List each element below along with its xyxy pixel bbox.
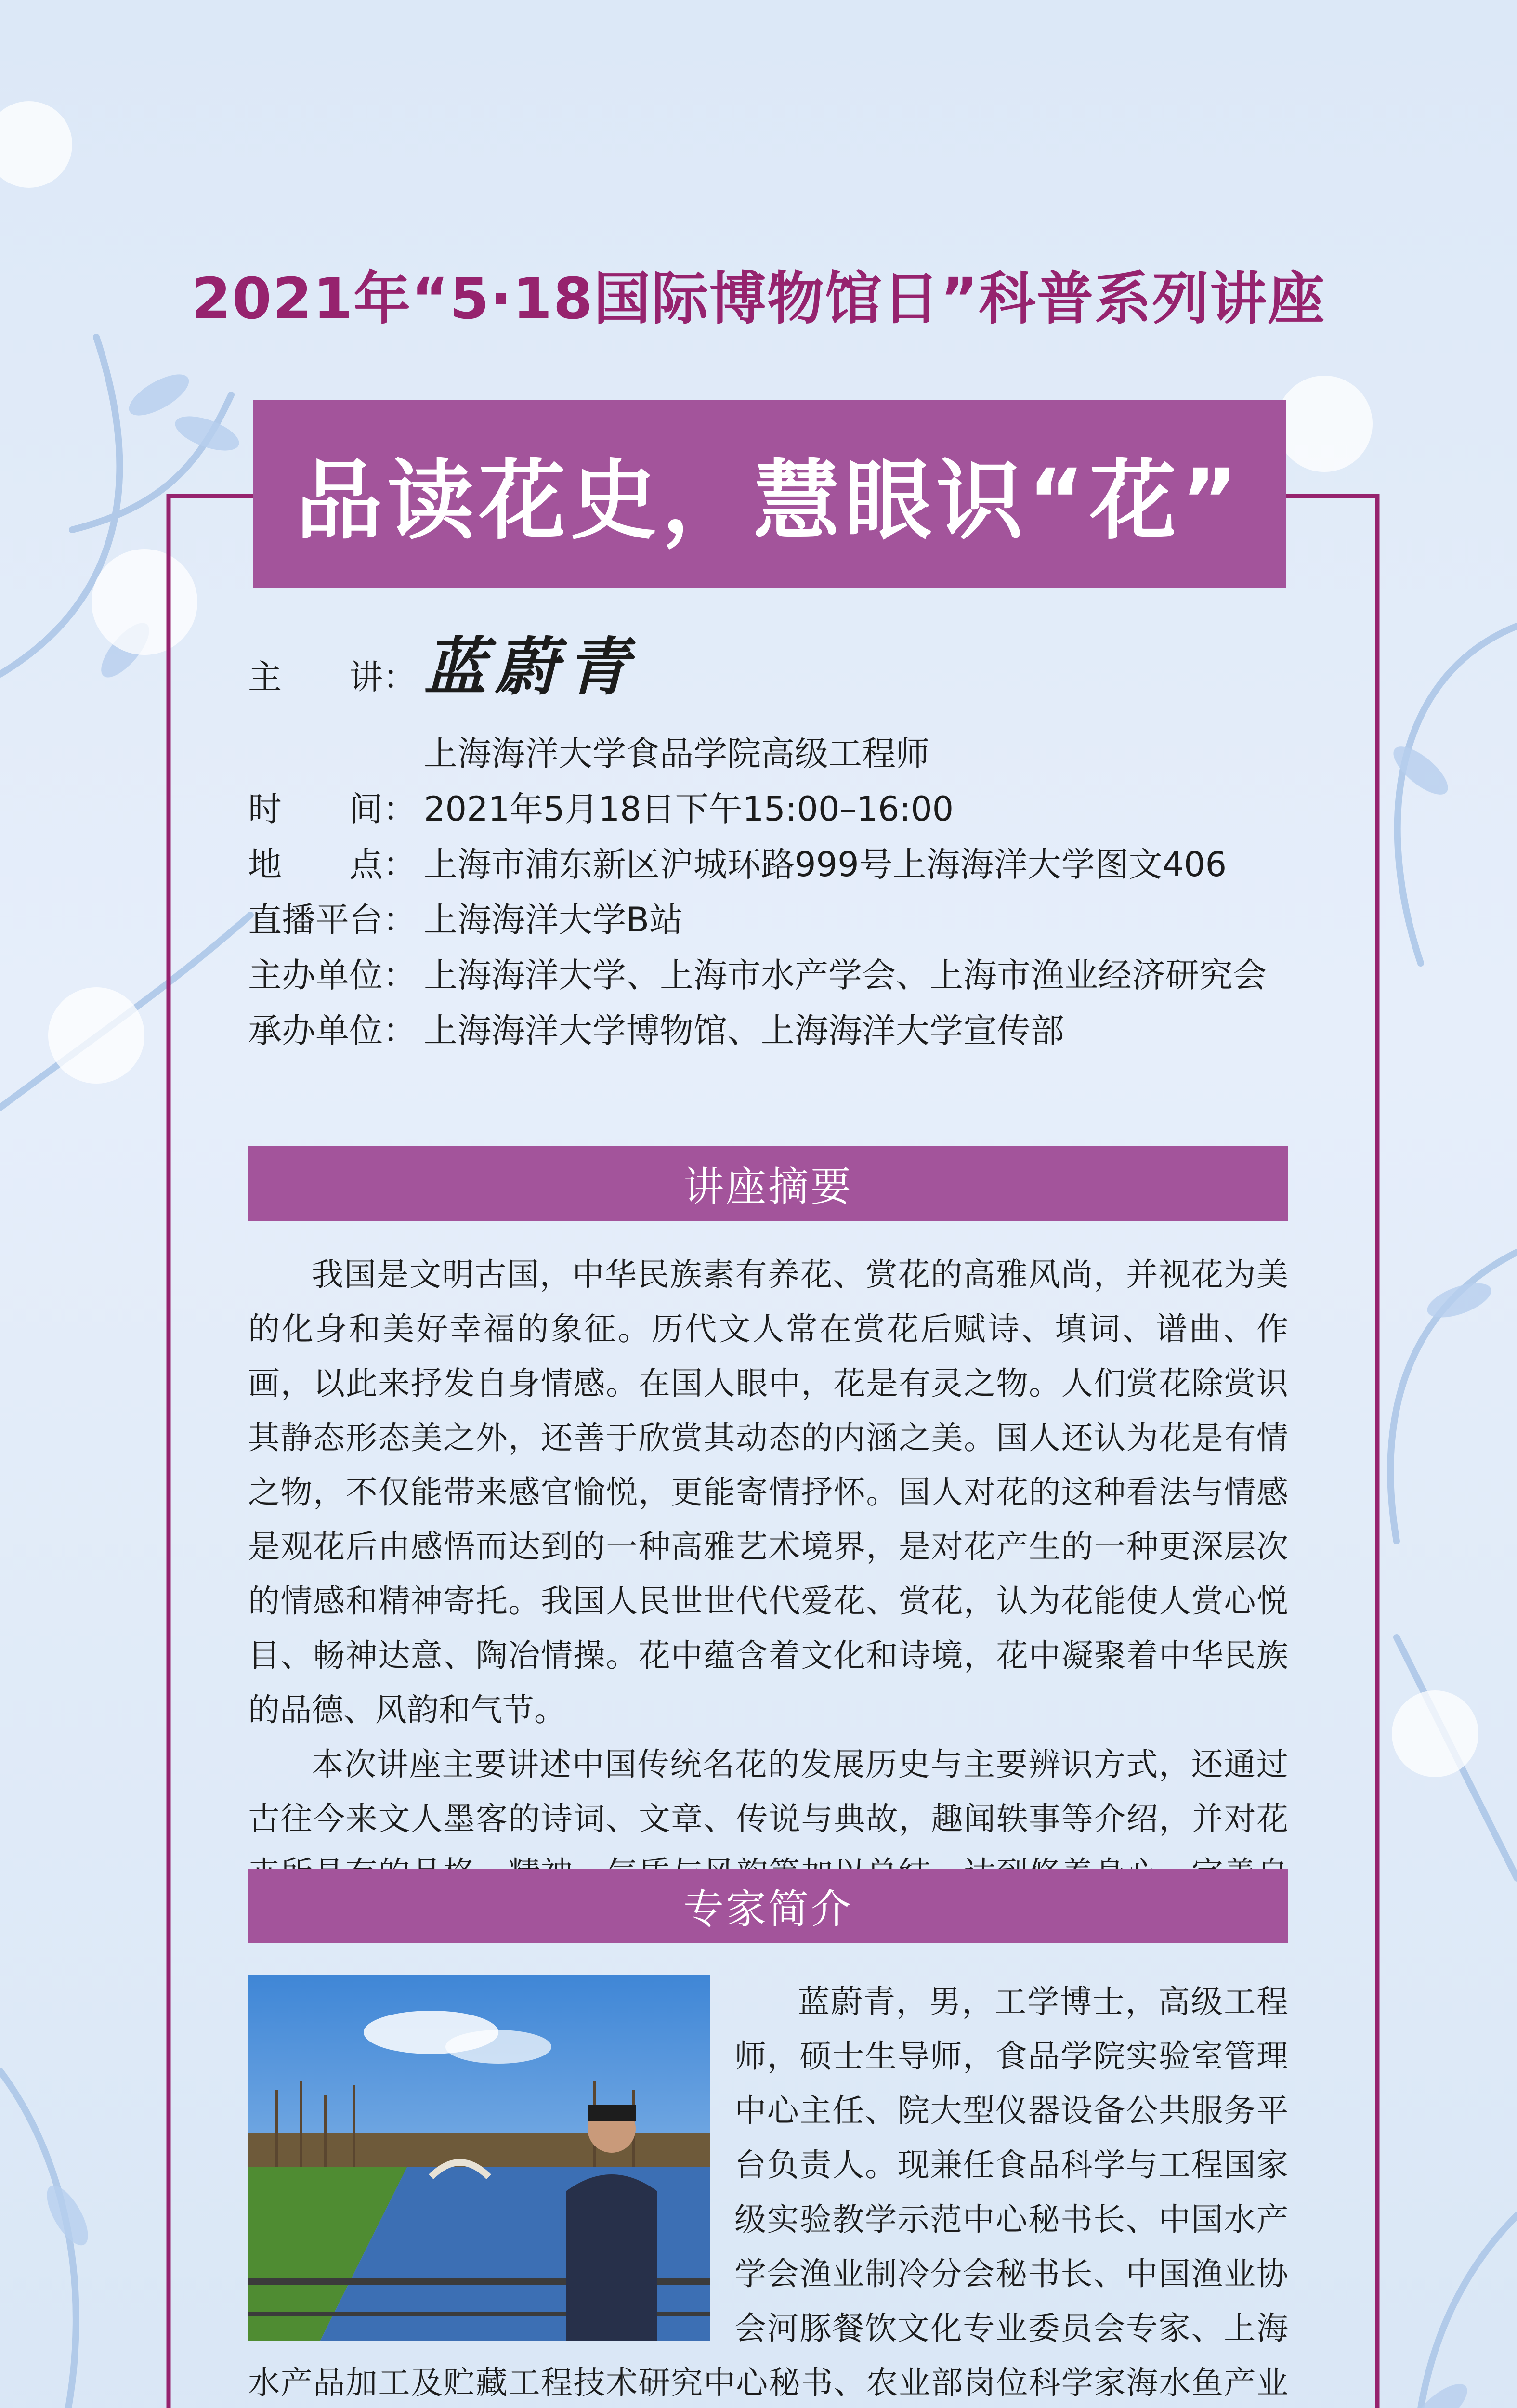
series-title: 2021年“5·18国际博物馆日”科普系列讲座: [191, 265, 1326, 332]
abstract-heading: 讲座摘要: [683, 1163, 853, 1210]
abstract-paragraph: 本次讲座主要讲述中国传统名花的发展历史与主要辨识方式，还通过古往今来文人墨客的诗词、文章、传说与典故，趣闻轶事等介绍，并对花: [248, 1746, 1288, 1837]
place-label: 地 点：: [248, 845, 417, 884]
headline-text: 品读花史，慧眼识“花”: [296, 451, 1243, 551]
abstract-heading-bar: [248, 1146, 1288, 1221]
speaker-label: 主 讲：: [248, 657, 417, 697]
place-row: [248, 843, 1227, 886]
organizer-value: 上海海洋大学博物馆、上海海洋大学宣传部: [424, 1011, 1064, 1050]
platform-label: 直播平台：: [248, 900, 417, 940]
bio-text: [248, 1975, 1288, 2408]
bio-heading: 专家简介: [683, 1885, 853, 1933]
speaker-name: 蓝蔚青: [424, 630, 638, 704]
place-value: 上海市浦东新区沪城环路999号上海海洋大学图文406: [424, 845, 1227, 884]
host-label: 主办单位：: [248, 955, 417, 995]
host-row: [248, 954, 1267, 997]
speaker-photo: [248, 1975, 710, 2341]
abstract-paragraph: 我国是文明古国，中华民族素有养花、赏花的高雅风尚，并视花为美的化身和美好幸福的象征。历代文人常在赏花后赋诗、填词、谱曲、作画，以此来抒发自身情感。在国人眼中，花是有灵之物。人们赏花除赏识其静态形态美之外，还善于欣赏其动态的内涵之美。国人还认为花是有情之物，不仅能带来感官愉悦，更能寄情抒怀。国人对花的这种看法与情感是观花后由感悟而达到的一种高雅艺术境界，是对花产生的一种更深层次的情感和精神寄托。我国人民世世代代爱花、赏花，认为花能使人赏心悦目、畅神达意、陶冶情操。花中蕴含着文化和诗境，花中凝聚着中华民族的品德、风韵和气节。: [248, 1256, 1288, 1728]
time-label: 时 间：: [248, 789, 417, 829]
organizer-label: 承办单位：: [248, 1011, 417, 1050]
platform-value: 上海海洋大学B站: [424, 900, 683, 940]
time-row: [248, 787, 954, 831]
bio-paragraph: 蓝蔚青，男，工学博士，高级工程师，硕士生导师，食品学院实验室管理中心主任、院大型仪器设备公共服务平台负责人。现兼任食品科学与工程国家级实验教学示范中心秘书长、中国水产学会渔业制冷分会秘书长、中国渔业协会河豚餐饮文化专业委员会专家、上海水产品加工及贮藏工程技术研究中心秘书、农业部岗位科学家海水鱼产业: [248, 1983, 1288, 2401]
platform-row: [248, 898, 683, 942]
speaker-row: [248, 630, 638, 704]
host-value: 上海海洋大学、上海市水产学会、上海市渔业经济研究会: [424, 955, 1267, 995]
organizer-row: [248, 1009, 1064, 1052]
speaker-title: 上海海洋大学食品学院高级工程师: [424, 734, 929, 773]
abstract-text: [248, 1247, 1288, 1955]
time-value: 2021年5月18日下午15:00–16:00: [424, 789, 954, 829]
bio-heading-bar: [248, 1869, 1288, 1943]
headline-banner: [253, 400, 1286, 588]
